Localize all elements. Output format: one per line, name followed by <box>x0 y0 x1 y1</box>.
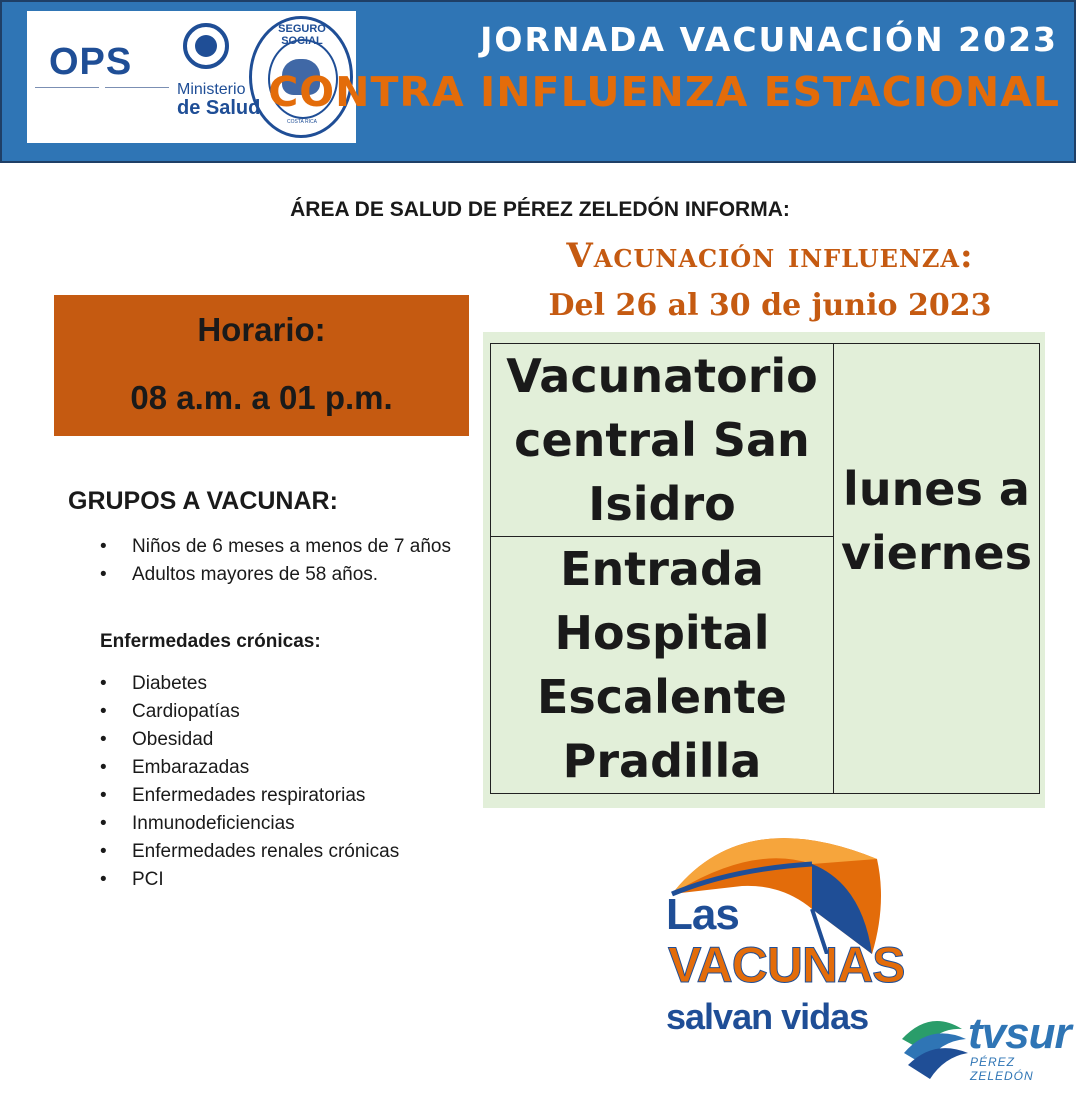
locations-table <box>483 332 1045 808</box>
ops-logo-sub2 <box>105 87 169 104</box>
list-item: • Adultos mayores de 58 años. <box>100 564 485 592</box>
ccss-seal-text: SEGURO SOCIAL <box>278 23 326 47</box>
vaccines-save-lives-logo <box>662 824 905 1039</box>
days-text: lunes a viernes <box>841 461 1032 580</box>
ops-logo-sub1 <box>35 87 99 104</box>
vaccine-logo-line2: VACUNAS <box>668 937 905 993</box>
schedule-box <box>54 295 469 436</box>
ministerio-logo-line2: de Salud <box>177 97 261 119</box>
ops-logo-subtitles <box>35 87 175 104</box>
schedule-label: Horario: <box>197 311 326 348</box>
groups-title: GRUPOS A VACUNAR: <box>68 487 338 515</box>
chronic-list <box>100 673 399 897</box>
list-item: • Enfermedades respiratorias <box>100 785 399 813</box>
campaign-title: Vacunación influenza: <box>566 236 974 276</box>
list-item: • Diabetes <box>100 673 399 701</box>
banner-subtitle: CONTRA INFLUENZA ESTACIONAL <box>268 68 1060 116</box>
vaccine-logo-line3: salvan vidas <box>666 996 869 1037</box>
list-item: • Niños de 6 meses a menos de 7 años <box>100 536 485 564</box>
ccss-seal-country: COSTA RICA <box>287 119 317 125</box>
tvsur-logo <box>900 1007 1080 1087</box>
list-item: • Enfermedades renales crónicas <box>100 841 399 869</box>
list-item: • Obesidad <box>100 729 399 757</box>
ministerio-emblem-icon <box>183 23 229 69</box>
locations-grid <box>490 343 1040 794</box>
banner-title: JORNADA VACUNACIÓN 2023 <box>480 20 1058 59</box>
ops-logo: OPS <box>49 41 133 83</box>
ministerio-logo-line1: Ministerio <box>177 81 246 98</box>
tvsur-wordmark: tvsur <box>968 1009 1071 1058</box>
tvsur-subtitle: PÉREZ ZELEDÓN <box>970 1055 1034 1083</box>
list-item: • Inmunodeficiencias <box>100 813 399 841</box>
header-banner <box>0 0 1076 163</box>
list-item: • Cardiopatías <box>100 701 399 729</box>
list-item: • Embarazadas <box>100 757 399 785</box>
location-cell-1: Vacunatorio central San Isidro <box>491 344 834 537</box>
campaign-dates: Del 26 al 30 de junio 2023 <box>548 288 992 323</box>
area-announcement: ÁREA DE SALUD DE PÉREZ ZELEDÓN INFORMA: <box>290 198 790 221</box>
tvsur-wave-icon <box>900 1009 970 1081</box>
schedule-time: 08 a.m. a 01 p.m. <box>130 379 393 416</box>
list-item: • PCI <box>100 869 399 897</box>
chronic-title: Enfermedades crónicas: <box>100 631 321 652</box>
days-cell <box>834 344 1040 794</box>
groups-list <box>100 536 485 592</box>
location-cell-2: Entrada Hospital Escalente Pradilla <box>491 537 834 794</box>
vaccine-logo-line1: Las <box>666 890 739 939</box>
